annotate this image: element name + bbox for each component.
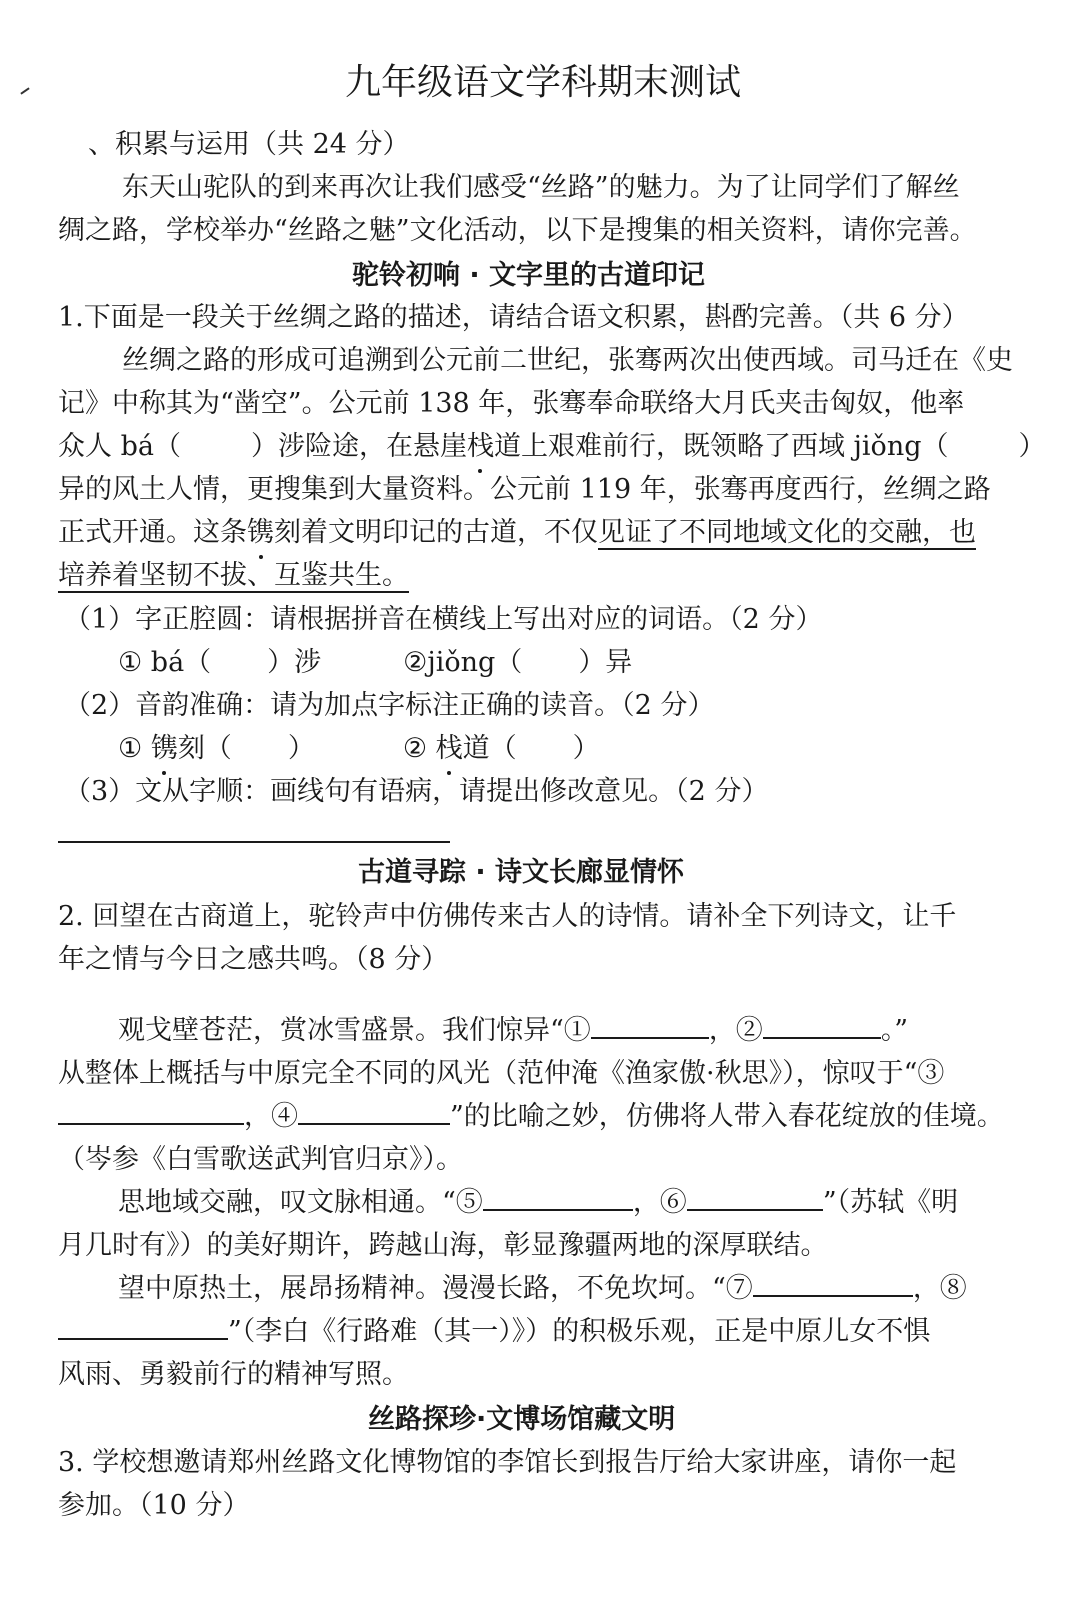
dotted-char-zhan-2: 栈: [436, 729, 463, 769]
q3-stem-line1: 3. 学校想邀请郑州丝路文化博物馆的李馆长到报告厅给大家讲座，请你一起: [58, 1447, 957, 1478]
q2-a1: 观戈壁苍茫，赏冰雪盛景。我们惊异“①: [118, 1015, 591, 1046]
q2-a-line2: 从整体上概括与中原完全不同的风光（范仲淹《渔家傲·秋思》），惊叹于“③: [58, 1058, 945, 1089]
q1-sub2-a-close: ）: [287, 733, 315, 764]
q2-a3c: ”的比喻之妙，仿佛将人带入春花绽放的佳境。: [450, 1101, 1004, 1132]
q1-passage-line3: [58, 427, 1046, 467]
q2-b-line1: [118, 1183, 958, 1223]
q1-p3-part-a: 众人 bá（: [58, 431, 181, 462]
q1-p5-part-b: 刻着文明印记的古道，不仅: [274, 517, 598, 548]
section1-intro-line2: 绸之路，学校举办“丝路之魅”文化活动，以下是搜集的相关资料，请你完善。: [58, 215, 977, 246]
section1-heading: 、积累与运用（共 24 分）: [88, 129, 410, 160]
pen-mark: [20, 87, 29, 94]
subheading-3: 丝路探珍·文博场馆藏文明: [368, 1404, 676, 1435]
q2-a1b: ，②: [708, 1015, 763, 1046]
q1-sub2-b-label: ②: [402, 733, 428, 764]
q1-sub2-b-close: ）: [572, 733, 600, 764]
page-title: 九年级语文学科期末测试: [345, 62, 742, 103]
blank-5[interactable]: [483, 1183, 633, 1211]
subheading-2: 古道寻踪 · 诗文长廊显情怀: [358, 857, 685, 888]
q1-sub2-answers: [118, 729, 600, 769]
q2-a-line1: [118, 1011, 908, 1051]
q1-sub1-b-tail: ）异: [578, 647, 633, 678]
q2-c2: ”（李白《行路难（其一）》）的积极乐观，正是中原儿女不惧: [228, 1316, 931, 1347]
q1-passage-line5: [58, 513, 976, 553]
q2-a-line3: [58, 1097, 1004, 1137]
q2-c1b: ，⑧: [912, 1273, 967, 1304]
subheading-1: 驼铃初响 · 文字里的古道印记: [352, 260, 706, 291]
q1-p3-part-b: ）涉险途，在悬崖: [250, 431, 467, 462]
q1-p3-part-d: ）: [1018, 431, 1046, 462]
q1-passage-line4: 异的风土人情，更搜集到大量资料。公元前 119 年，张骞再度西行，丝绸之路: [58, 474, 991, 505]
q1-p3-part-c: 道上艰难前行，既领略了西域 jiǒng（: [493, 431, 949, 462]
q1-sub1-a-label: ① bá（: [118, 647, 212, 678]
answer-line-sub3[interactable]: [58, 841, 450, 843]
q1-passage-line1: 丝绸之路的形成可追溯到公元前二世纪，张骞两次出使西域。司马迁在《史: [122, 345, 1013, 376]
q2-a3b: ，④: [244, 1101, 298, 1132]
q1-sub2: （2）音韵准确：请为加点字标注正确的读音。（2 分）: [64, 690, 715, 721]
q1-sub1: （1）字正腔圆：请根据拼音在横线上写出对应的词语。（2 分）: [64, 604, 823, 635]
blank-3[interactable]: [58, 1097, 244, 1125]
q1-sub3: （3）文从字顺：画线句有语病，请提出修改意见。（2 分）: [64, 776, 769, 807]
q1-sub1-b-label: ②jiǒng（: [403, 647, 523, 678]
q1-sub2-a-label: ①: [118, 733, 143, 764]
q1-p5-part-a: 正式开通。这条: [58, 517, 247, 548]
q1-passage-line6: [58, 556, 409, 596]
q2-a1c: 。”: [880, 1015, 909, 1046]
q2-c1: 望中原热土，展昂扬精神。漫漫长路，不免坎坷。“⑦: [118, 1273, 753, 1304]
dotted-char-juan: 镌: [247, 513, 274, 553]
q1-sub1-a-tail: ）涉: [267, 647, 322, 678]
blank-8[interactable]: [58, 1312, 228, 1340]
blank-2[interactable]: [763, 1011, 881, 1039]
blank-7[interactable]: [753, 1269, 913, 1297]
q2-c-line2: [58, 1312, 930, 1352]
underlined-sentence-part1: 见证了不同地域文化的交融，也: [598, 517, 976, 548]
q1-sub1-answers: [118, 643, 632, 683]
section1-intro-line1: 东天山驼队的到来再次让我们感受“丝路”的魅力。为了让同学们了解丝: [122, 172, 960, 203]
q3-stem-line2: 参加。（10 分）: [58, 1490, 250, 1521]
q2-a-line4: （岑参《白雪歌送武判官归京》）。: [58, 1144, 463, 1175]
q1-passage-line2: 记》中称其为“凿空”。公元前 138 年，张骞奉命联络大月氏夹击匈奴，他率: [58, 388, 965, 419]
blank-1[interactable]: [591, 1011, 709, 1039]
q1-stem: 1.下面是一段关于丝绸之路的描述，请结合语文积累，斟酌完善。（共 6 分）: [58, 302, 969, 333]
underlined-sentence-part2: 培养着坚韧不拔、互鉴共生。: [58, 560, 409, 591]
dotted-char-juan-2: 镌: [151, 729, 178, 769]
q2-b1: 思地域交融，叹文脉相通。“⑤: [118, 1187, 483, 1218]
q1-sub2-b-tail: 道（: [462, 733, 517, 764]
q2-c-line3: 风雨、勇毅前行的精神写照。: [58, 1359, 409, 1390]
dotted-char-zhan: 栈: [467, 427, 494, 467]
q2-c-line1: [118, 1269, 967, 1309]
blank-4[interactable]: [298, 1097, 450, 1125]
q2-stem-line2: 年之情与今日之感共鸣。（8 分）: [58, 944, 449, 975]
q2-stem-line1: 2. 回望在古商道上，驼铃声中仿佛传来古人的诗情。请补全下列诗文，让千: [58, 901, 957, 932]
blank-6[interactable]: [687, 1183, 823, 1211]
q2-b1c: ”（苏轼《明: [822, 1187, 959, 1218]
q1-sub2-a-tail: 刻（: [177, 733, 232, 764]
q2-b-line2: 月几时有》）的美好期许，跨越山海，彰显豫疆两地的深厚联结。: [58, 1230, 828, 1261]
q2-b1b: ，⑥: [632, 1187, 687, 1218]
